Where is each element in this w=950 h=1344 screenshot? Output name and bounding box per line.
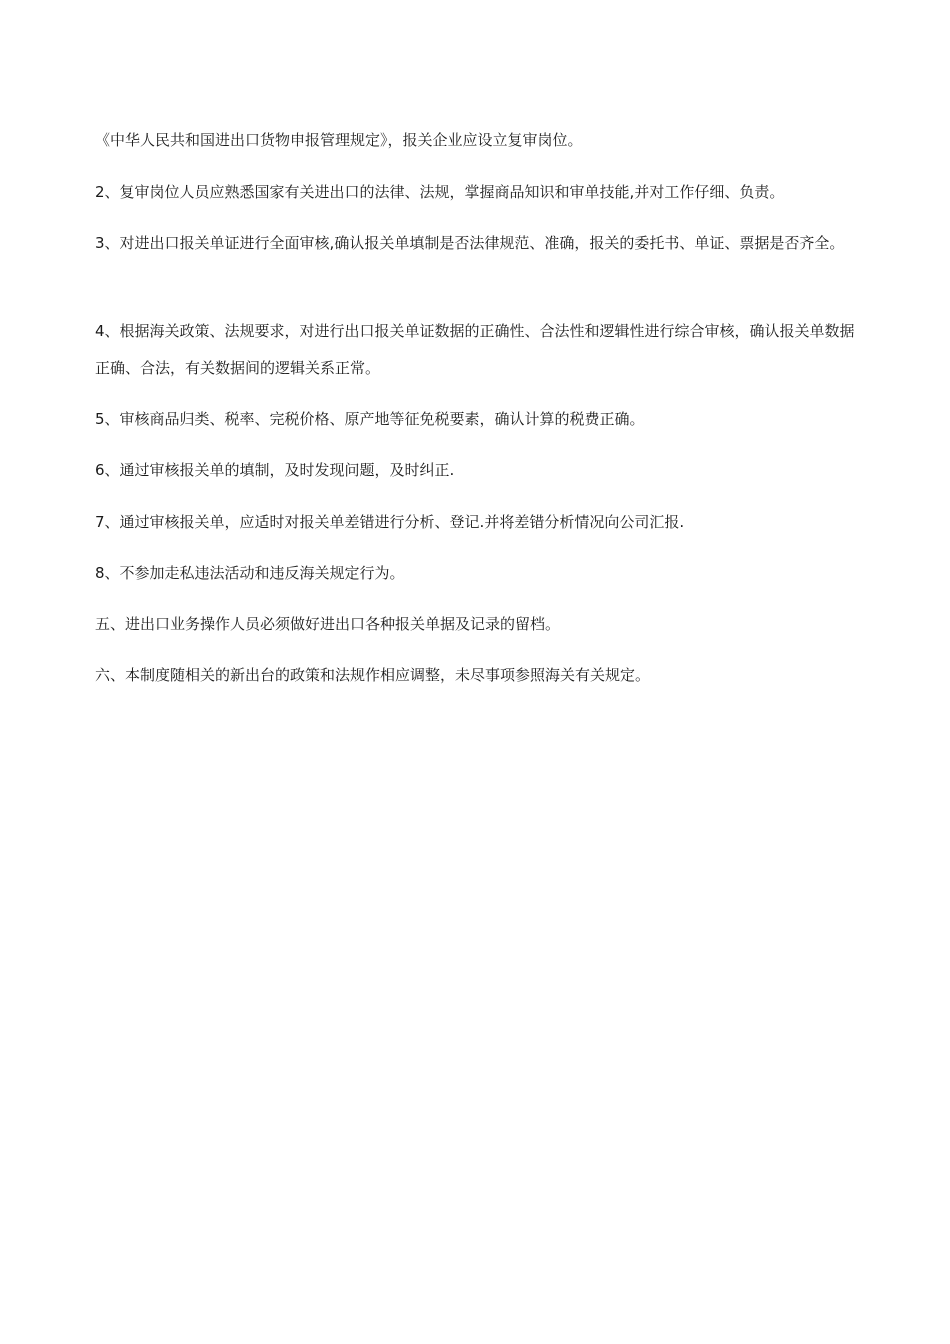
paragraph-section-5: 五、进出口业务操作人员必须做好进出口各种报关单据及记录的留档。 xyxy=(95,615,561,633)
paragraph-item-3: 3、对进出口报关单证进行全面审核,确认报关单填制是否法律规范、准确，报关的委托书、单证、票据是否齐全。 xyxy=(95,234,845,252)
paragraph-item-7: 7、通过审核报关单，应适时对报关单差错进行分析、登记.并将差错分析情况向公司汇报. xyxy=(95,513,685,531)
paragraph-item-2: 2、复审岗位人员应熟悉国家有关进出口的法律、法规，掌握商品知识和审单技能,并对工作仔细、负责。 xyxy=(95,183,785,201)
paragraph-item-5: 5、审核商品归类、税率、完税价格、原产地等征免税要素，确认计算的税费正确。 xyxy=(95,410,645,428)
paragraph-item-6: 6、通过审核报关单的填制，及时发现问题，及时纠正. xyxy=(95,461,455,479)
paragraph-intro: 《中华人民共和国进出口货物申报管理规定》，报关企业应设立复审岗位。 xyxy=(95,131,583,149)
paragraph-section-6: 六、本制度随相关的新出台的政策和法规作相应调整，未尽事项参照海关有关规定。 xyxy=(95,666,651,684)
paragraph-item-8: 8、不参加走私违法活动和违反海关规定行为。 xyxy=(95,564,405,582)
paragraph-item-4: 4、根据海关政策、法规要求，对进行出口报关单证数据的正确性、合法性和逻辑性进行综合审核，确认报关单数据正确、合法，有关数据间的逻辑关系正常。 xyxy=(95,322,855,377)
